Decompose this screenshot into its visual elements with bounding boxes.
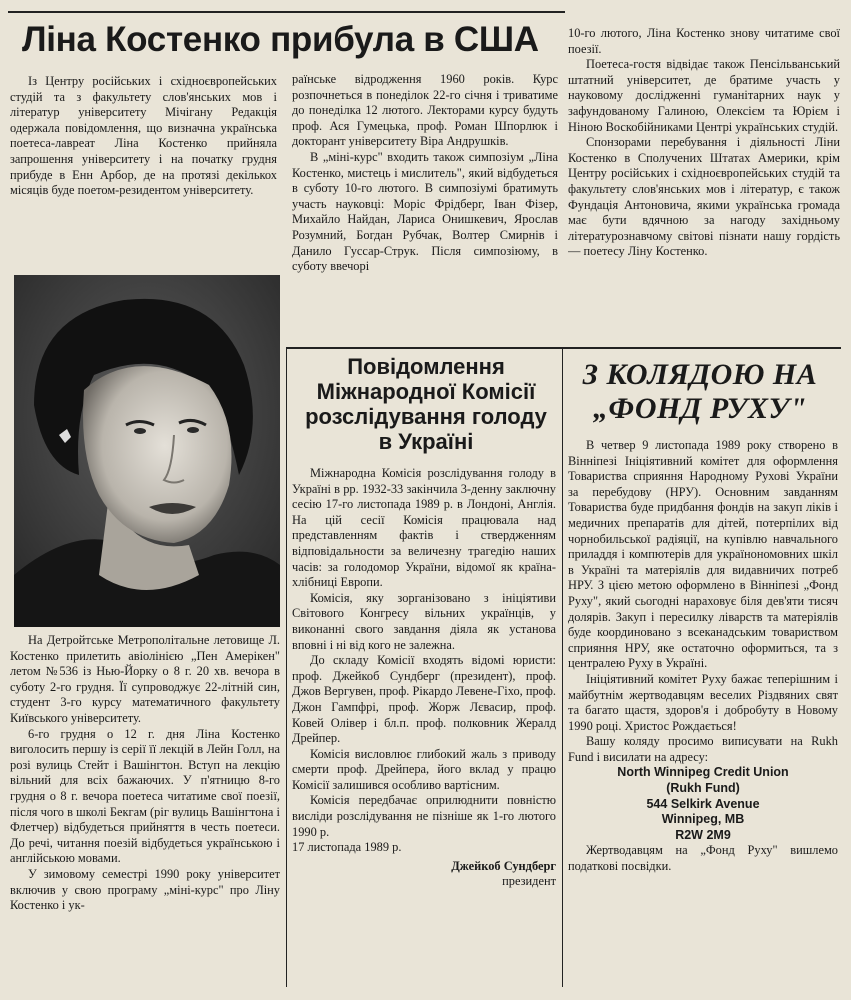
vertical-rule [562, 349, 563, 987]
article1-paragraph: 10-го лютого, Ліна Костенко знову читатиме свої поезії. [568, 26, 840, 56]
article3-paragraph: В четвер 9 листопада 1989 року створено в Вінніпезі Ініціятивний комітет для оформлення Товариства сприяння Народному Рухові України за перебудову (НРУ). Основним завданням Товариства буде придбання фондів на закуп ліків і медичних препаратів для дітей, потерпілих від чорнобильської радіяції, на купівлю навчального приладдя і компютерів для українономовних шкіл в Україні та матеріялів для видавничих потреб НРУ. З цією метою оформлено в Вінніпезі „Фонд Руху", який сьогодні нараховує біля дев'яти тисяч долярів. Закуп і пересилку ліварств та матеріялів буде координовано з всеканадським товариством сприяння НРУ, яке остаточно оформиться, та з централею Руху в Україні. [568, 438, 838, 671]
portrait-image [14, 275, 280, 627]
article1-col2 [292, 72, 558, 346]
article1-paragraph: На Детройтське Метрополітальне летовище Л. Костенко прилетить авіолінією „Пен Амерікен" летом №536 із Нью-Йорку о 8 г. 20 хв. вечора в суботу 2-го грудня. Її супроводжує 22-літній син, студент 3-го курсу математичного факультету Київського університету. [10, 633, 280, 725]
article1-paragraph: 6-го грудня о 12 г. дня Ліна Костенко виголосить першу із серії її лекцій в Лейн Голл, на розі вулиць Стейт і Вашінгтон. Вступ на лекцію вільний для всіх бажаючих. У п'ятницю 8-го грудня о 8 г. вечора поетеса читатиме свої поезії, після чого в школі Бекгам (ріг вулиць Вашінгтона і Флетчер) відбудеться прийняття в честь поетеси. До речі, читання поезій відбудеться українською і англійською мовами. [10, 726, 280, 866]
address-line: (Rukh Fund) [666, 781, 740, 796]
article1-paragraph: Спонзорами перебування і діяльності Ліни Костенко в Сполучених Штатах Америки, крім Центру російських і східноєвропейських студій та факультету слов'янських мов і літератур, є також Фундація Антоновича, якими українська громада має бути вдячною за нагоду західньому літературознавчому світові пізнати нашу гордість — поетесу Ліну Костенко. [568, 135, 840, 259]
article2-body [292, 466, 556, 998]
article3-title: З КОЛЯДОЮ НА „ФОНД РУХУ" [582, 358, 818, 425]
article1-title: Ліна Костенко прибула в США [22, 20, 539, 59]
address-line: 544 Selkirk Avenue [646, 796, 760, 811]
article1-paragraph: У зимовому семестрі 1990 року університет включив у свою програму „міні-курс" про Ліну Костенко і ук- [10, 866, 280, 913]
vertical-rule [286, 347, 287, 987]
article3-paragraph: Вашу коляду просимо виписувати на Rukh Fund і висилати на адресу: [568, 734, 838, 764]
article1-col1-top [10, 74, 277, 244]
address-line: Winnipeg, MB [661, 812, 745, 827]
article1-paragraph: В „міні-курс" входить також симпозіум „Ліна Костенко, мистець і мислитель", який відбудеться в суботу 10-го лютого. В симпозіумі братимуть участь науковці: Моріс Фрідберг, Іван Фізер, Михайло Найдан, Лариса Онишкевич, Ярослав Розумний, Богдан Рубчак, Волтер Смирнів і Данило Гуссар-Струк. Після симпозіюму, в суботу ввечорі [292, 149, 558, 274]
article2-paragraph: Міжнародна Комісія розслідування голоду в Україні в рр. 1932-33 закінчила 3-денну заключну сесію 17-го листопада 1989 р. в Лондоні, Англія. На цій сесії Комісія працювала над представленням фактів і ствердженням відповідальности за величезну трагедію наших часів: за голодомор України, відомої як країна-хлібниці Европи. [292, 466, 556, 590]
article2-title: Повідомлення Міжнародної Комісії розслідування голоду в Україні [305, 354, 547, 454]
article1-paragraph: Поетеса-гостя відвідає також Пенсільванський штатний університет, де братиме участь у науковому дослідженні гуманітарних наук у зафундованому Галиною, Олексієм та Юрієм і Ніною Воскобійниками Центрі українських студій. [568, 57, 840, 134]
article2-signer-role: президент [502, 874, 556, 889]
horizontal-rule [286, 347, 841, 349]
article2-date: 17 листопада 1989 р. [292, 840, 402, 855]
article1-paragraph: раїнське відродження 1960 років. Курс розпочнеться в понеділок 22-го січня і триватиме до понеділка 12 лютого. Лекторами курсу будуть проф. Ася Гумецька, проф. Роман Шпорлюк і докторант університету Віра Андрушків. [292, 72, 558, 149]
article2-paragraph: Комісія висловлює глибокий жаль з приводу смерти проф. Дрейпера, його вклад у працю Комісії залишився особливо вартісним. [292, 746, 556, 792]
top-rule [8, 11, 565, 13]
address-line: R2W 2M9 [675, 827, 731, 842]
article1-col3 [568, 26, 840, 336]
article2-paragraph: Комісія, яку зорганізовано з ініціятиви Світового Конгресу вільних українців, у виконанні свого завдання діяла як установа вповні і ні від кого не залежна. [292, 590, 556, 652]
portrait-photo [14, 275, 280, 627]
address-line: North Winnipeg Credit Union [617, 765, 789, 780]
article3-body [568, 438, 838, 998]
article3-paragraph: Жертводавцям на „Фонд Руху" вишлемо податкові посвідки. [568, 843, 838, 874]
article2-paragraph: До складу Комісії входять відомі юристи: проф. Джейкоб Сундберг (президент), проф. Джов Вергувен, проф. Рікардо Левене-Гіхо, проф. Джон Гампфрі, проф. Жорж Лєвасир, проф. Ковей Олівер і бл.п. проф. полковник Жералд Дрейпер. [292, 653, 556, 746]
article2-signer: Джейкоб Сундберг [451, 858, 556, 873]
article2-paragraph: Комісія передбачає оприлюднити повністю висліди розслідування не пізніше як 1-го лютого 1990 р. [292, 793, 556, 839]
article1-paragraph: Із Центру російських і східноєвропейських студій та з факультету слов'янських мов і літератур університету Мічігану Редакція одержала повідомлення, що визначна українська поетеса-лавреат Ліна Костенко прийняла запрошення університету і на початку грудня прибуде в Енн Арбор, де на протязі декількох місяців буде поетом-резидентом університету. [10, 74, 277, 198]
article3-paragraph: Ініціятивний комітет Руху бажає теперішним і майбутнім жертводавцям веселих Різдвяних свят та багато щастя, здоров'я і добробуту в Новому 1990 році. Христос Рождається! [568, 671, 838, 733]
article1-col1-bottom [10, 633, 280, 998]
